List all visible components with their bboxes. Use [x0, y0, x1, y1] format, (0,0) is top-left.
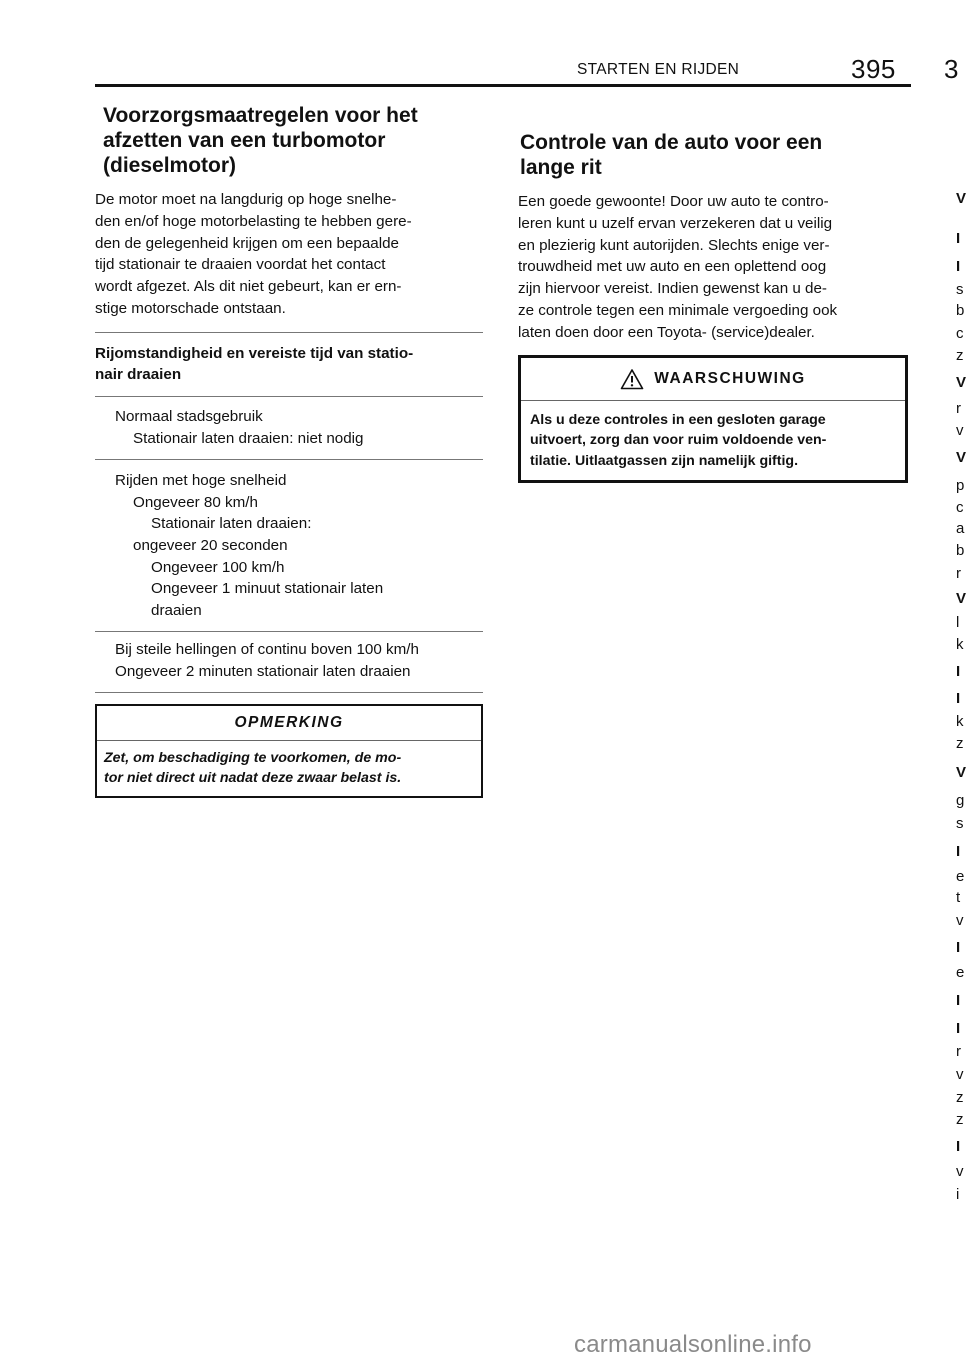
paragraph-line: stige motorschade ontstaan.: [95, 299, 286, 317]
running-header-section: STARTEN EN RIJDEN: [577, 61, 740, 78]
paragraph-line: zijn hiervoor vereist. Indien gewenst kan u de-: [518, 280, 827, 298]
condition-cell: Bij steile hellingen of continu boven 100 km/h: [115, 641, 419, 659]
next-page-fragment: V: [956, 449, 966, 466]
warning-title-row: [521, 358, 905, 401]
next-page-fragment: r: [956, 1043, 961, 1060]
table-header-line: Rijomstandigheid en vereiste tijd van statio-: [95, 344, 414, 362]
next-page-fragment: s: [956, 281, 964, 298]
next-page-fragment: I: [956, 258, 961, 275]
note-line: Zet, om beschadiging te voorkomen, de mo-: [104, 749, 402, 766]
paragraph-line: leren kunt u uzelf ervan verzekeren dat u veilig: [518, 214, 833, 232]
warning-box: [518, 355, 908, 484]
next-page-fragment: z: [956, 1111, 964, 1128]
next-page-fragment: I: [956, 690, 961, 707]
warning-body: [521, 401, 905, 481]
heading-line: afzetten van een turbomotor: [103, 129, 386, 152]
note-title: OPMERKING: [97, 706, 481, 741]
heading-line: lange rit: [520, 156, 602, 179]
warning-title: WAARSCHUWING: [654, 369, 806, 387]
left-column: [95, 103, 483, 798]
heading-line: Voorzorgsmaatregelen voor het: [103, 104, 418, 127]
next-page-fragment: l: [956, 614, 960, 631]
time-cell: Ongeveer 2 minuten stationair laten draaien: [115, 662, 411, 680]
time-cell: draaien: [151, 601, 202, 619]
condition-cell: Normaal stadsgebruik: [115, 407, 263, 425]
paragraph-line: den en/of hoge motorbelasting te hebben gere-: [95, 212, 412, 230]
paragraph-line: en plezierig kunt autorijden. Slechts enige ver-: [518, 236, 830, 254]
turbo-shutdown-heading: [95, 103, 483, 178]
next-page-fragment: g: [956, 792, 965, 809]
table-header-line: nair draaien: [95, 366, 182, 384]
condition-cell: Rijden met hoge snelheid: [115, 472, 287, 490]
paragraph-line: ze controle tegen een minimale vergoeding ook: [518, 301, 838, 319]
paragraph-line: laten doen door een Toyota- (service)dealer.: [518, 323, 815, 341]
time-cell: ongeveer 20 seconden: [133, 536, 288, 554]
warning-triangle-icon: [620, 368, 644, 390]
note-body: [97, 741, 481, 796]
next-page-fragment: v: [956, 422, 964, 439]
warning-line: uitvoert, zorg dan voor ruim voldoende ven-: [530, 432, 827, 449]
next-page-fragment: p: [956, 477, 965, 494]
page-number: 395: [851, 54, 896, 84]
next-page-fragment: I: [956, 843, 961, 860]
next-page-fragment: e: [956, 964, 965, 981]
idle-time-table: [95, 332, 483, 693]
table-row-normal: [95, 397, 483, 459]
table-row-highspeed: [95, 460, 483, 631]
time-cell: Stationair laten draaien: niet nodig: [133, 429, 364, 447]
next-page-fragment: I: [956, 663, 961, 680]
paragraph-line: De motor moet na langdurig op hoge snelhe-: [95, 191, 397, 208]
turbo-intro-paragraph: [95, 189, 483, 320]
speed-cell: Ongeveer 80 km/h: [133, 493, 258, 511]
next-page-fragment: v: [956, 1066, 964, 1083]
warning-line: tilatie. Uitlaatgassen zijn namelijk giftig.: [530, 452, 799, 469]
next-page-fragment: z: [956, 1089, 964, 1106]
long-trip-check-heading: [518, 130, 908, 180]
next-page-fragment: c: [956, 325, 964, 342]
time-cell: Ongeveer 1 minuut stationair laten: [151, 580, 384, 598]
next-page-cut-column: [950, 0, 966, 1363]
next-page-fragment: i: [956, 1186, 960, 1203]
long-trip-intro-paragraph: [518, 191, 908, 344]
next-page-fragment: z: [956, 735, 964, 752]
paragraph-line: tijd stationair te draaien voordat het contact: [95, 256, 386, 274]
warning-line: Als u deze controles in een gesloten garage: [530, 411, 826, 428]
next-page-fragment: v: [956, 912, 964, 929]
heading-line: Controle van de auto voor een: [520, 131, 823, 154]
next-page-fragment: c: [956, 499, 964, 516]
table-row-steep: [95, 632, 483, 691]
next-page-fragment: z: [956, 347, 964, 364]
next-page-fragment: v: [956, 1163, 964, 1180]
next-page-fragment: V: [956, 190, 966, 207]
speed-cell: Ongeveer 100 km/h: [151, 558, 285, 576]
next-page-fragment: b: [956, 302, 965, 319]
next-page-fragment: r: [956, 400, 961, 417]
paragraph-line: wordt afgezet. Als dit niet gebeurt, kan er ern-: [95, 278, 402, 296]
next-page-fragment: k: [956, 636, 964, 653]
paragraph-line: Een goede gewoonte! Door uw auto te contro-: [518, 193, 829, 210]
next-page-number-fragment: 3: [944, 54, 959, 84]
next-page-fragment: I: [956, 230, 961, 247]
next-page-fragment: V: [956, 374, 966, 391]
next-page-fragment: V: [956, 764, 966, 781]
header-rule: [95, 84, 911, 87]
next-page-fragment: V: [956, 590, 966, 607]
next-page-fragment: e: [956, 868, 965, 885]
next-page-fragment: b: [956, 542, 965, 559]
watermark: carmanualsonline.info: [574, 1331, 812, 1358]
next-page-fragment: k: [956, 713, 964, 730]
paragraph-line: den de gelegenheid krijgen om een bepaalde: [95, 234, 399, 252]
heading-line: (dieselmotor): [103, 154, 237, 177]
next-page-fragment: r: [956, 565, 961, 582]
next-page-fragment: I: [956, 1020, 961, 1037]
right-column: [518, 130, 908, 483]
time-cell: Stationair laten draaien:: [151, 515, 312, 533]
table-rule: [95, 692, 483, 693]
note-box: [95, 704, 483, 798]
next-page-fragment: t: [956, 889, 961, 906]
next-page-fragment: a: [956, 520, 965, 537]
next-page-fragment: I: [956, 1138, 961, 1155]
table-header: [95, 333, 483, 396]
next-page-fragment: s: [956, 815, 964, 832]
note-line: tor niet direct uit nadat deze zwaar belast is.: [104, 769, 402, 786]
paragraph-line: trouwdheid met uw auto en een oplettend oog: [518, 258, 827, 276]
next-page-fragment: I: [956, 939, 961, 956]
next-page-fragment: I: [956, 992, 961, 1009]
